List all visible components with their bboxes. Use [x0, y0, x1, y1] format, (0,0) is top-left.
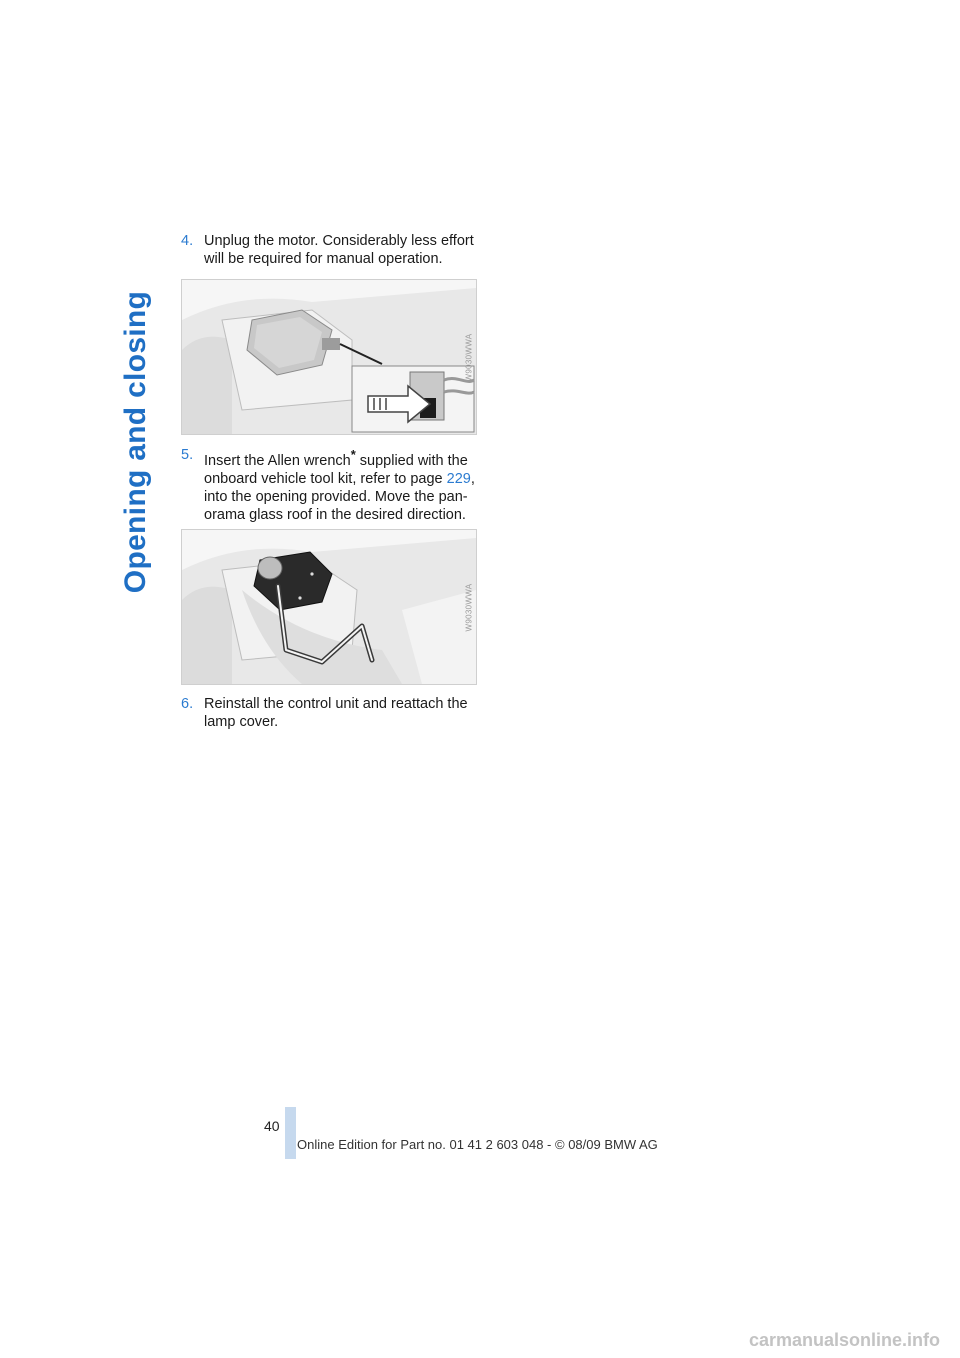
- step-6: [181, 695, 481, 731]
- step-text: Unplug the motor. Considerably less effort will be required for manual operation.: [204, 233, 474, 267]
- step-text: Reinstall the control unit and reattach the lamp cover.: [204, 696, 468, 730]
- step-number: 5.: [181, 447, 194, 463]
- figure-motor-unplug: [181, 279, 477, 435]
- watermark: carmanualsonline.info: [748, 1330, 940, 1350]
- page-number: 40: [264, 1118, 280, 1134]
- page-reference-link[interactable]: 229: [446, 470, 471, 487]
- optional-equipment-star: *: [350, 447, 356, 462]
- section-side-title: Opening and closing: [119, 290, 152, 594]
- step-number: 6.: [181, 696, 194, 712]
- figure-allen-wrench: [181, 529, 477, 685]
- allen-wrench-illustration: [182, 530, 476, 684]
- footer-accent-bar: [285, 1107, 296, 1159]
- step-4: [181, 232, 481, 268]
- footer-edition-text: Online Edition for Part no. 01 41 2 603 048 - © 08/09 BMW AG: [297, 1137, 658, 1152]
- step-text-a: Insert the Allen wrench: [204, 452, 351, 469]
- step-5: [181, 446, 481, 524]
- figure-code: W9030WWA: [464, 333, 474, 381]
- step-text-b: supplied with the onboard vehicle tool kit, refer to page: [204, 452, 468, 487]
- motor-connector-illustration: [182, 280, 476, 434]
- step-text-c: , into the opening provided. Move the pan-orama glass roof in the desired direction.: [204, 470, 475, 523]
- figure-code: W9030WWA: [464, 583, 474, 631]
- step-number: 4.: [181, 233, 194, 249]
